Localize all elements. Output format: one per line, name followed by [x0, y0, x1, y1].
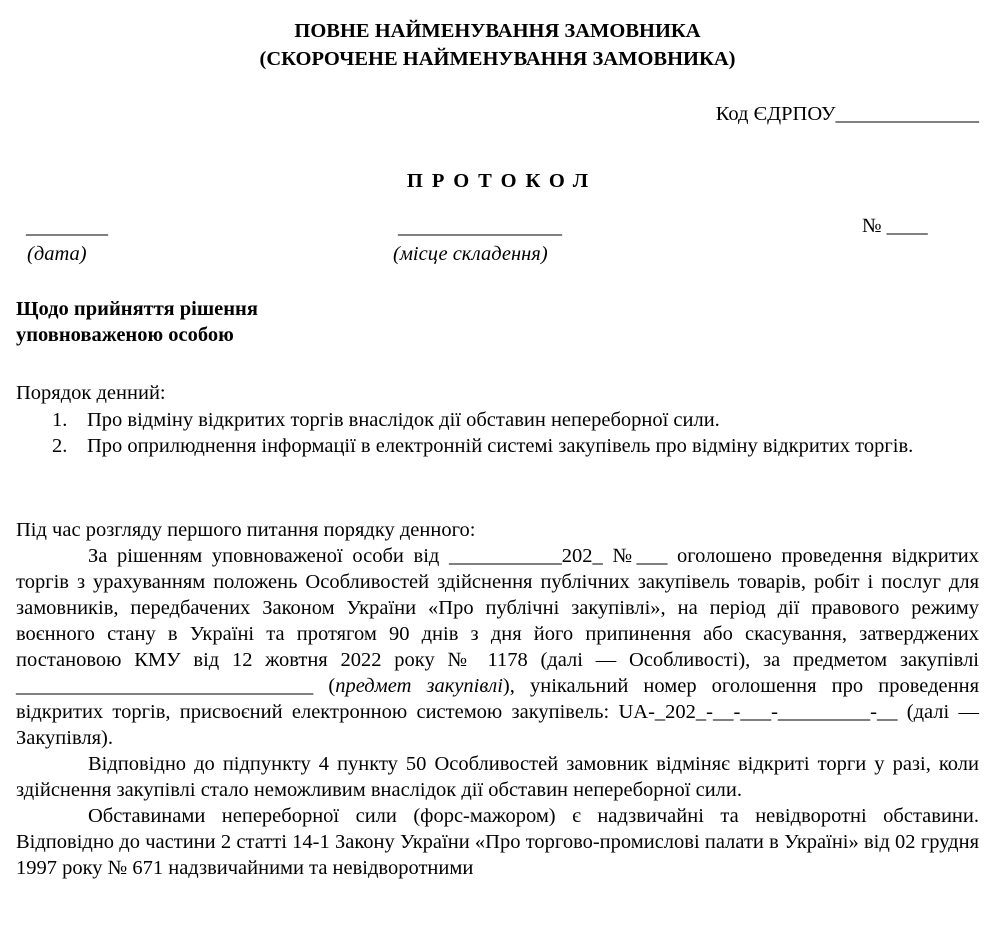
protocol-title: ПРОТОКОЛ — [406, 170, 598, 192]
date-blank: ________ — [26, 216, 108, 238]
subject-line-2: уповноваженою особою — [16, 324, 234, 346]
place-blank: ________________ — [398, 216, 562, 238]
paragraph-1-text-a: За рішенням уповноваженої особи від ___________202_ №___ оголошено проведення відкритих торгів з урахуванням положень Особливостей здійснення публічних закупівель товарів, робіт і послуг для замовників, передбачених Законом України «Про публічні закупівлі», на період дії правового режиму воєнного стану в Україні та протягом 90 днів з дня його припинення або скасування, затверджених постановою КМУ від 12 жовтня 2022 року № 1178 (далі — Особливості), за предметом закупівлі _____________________________ ( — [16, 545, 979, 697]
subject-line-1: Щодо прийняття рішення — [16, 298, 258, 320]
agenda-item — [16, 407, 981, 433]
edrpou-code-field: Код ЄДРПОУ______________ — [715, 103, 979, 125]
customer-full-name: ПОВНЕ НАЙМЕНУВАННЯ ЗАМОВНИКА — [294, 20, 701, 42]
body-paragraph-2: Відповідно до підпункту 4 пункту 50 Особливостей замовник відміняє відкриті торги у разі, коли здійснення закупівлі стало неможливим внаслідок дії обставин непереборної сили. — [16, 753, 979, 801]
subject-heading — [16, 296, 258, 348]
body-paragraph-3: Обставинами непереборної сили (форс-мажором) є надзвичайні та невідворотні обставини. Відповідно до частини 2 статті 14-1 Закону України «Про торгово-промислові палати в Україні» від 02 грудня 1997 року № 671 надзвичайними та невідворотними — [16, 805, 979, 879]
document-body — [16, 517, 979, 881]
agenda-item-text: Про оприлюднення інформації в електронній системі закупівель про відміну відкритих торгів. — [87, 435, 914, 457]
agenda-item — [16, 433, 981, 459]
agenda-item-number: 2. — [52, 435, 68, 457]
agenda-list — [16, 407, 981, 459]
agenda-item-text: Про відміну відкритих торгів внаслідок дії обставин непереборної сили. — [87, 409, 720, 431]
customer-short-name: (СКОРОЧЕНЕ НАЙМЕНУВАННЯ ЗАМОВНИКА) — [259, 48, 736, 70]
agenda-title: Порядок денний: — [16, 382, 166, 404]
paragraph-1-text-b: ), унікальний номер оголошення про проведення відкритих торгів, присвоєний електронною системою закупівель: UA-_202_-__-___-_________-__ (далі — Закупівля). — [16, 675, 980, 749]
body-paragraph-1 — [16, 543, 979, 751]
date-label: (дата) — [27, 243, 87, 265]
body-intro: Під час розгляду першого питання порядку денного: — [16, 519, 476, 541]
agenda-item-number: 1. — [52, 409, 68, 431]
paragraph-1-subject-placeholder: предмет закупівлі — [335, 675, 503, 697]
place-label: (місце складення) — [393, 243, 548, 265]
protocol-number-field: № ____ — [862, 215, 928, 237]
